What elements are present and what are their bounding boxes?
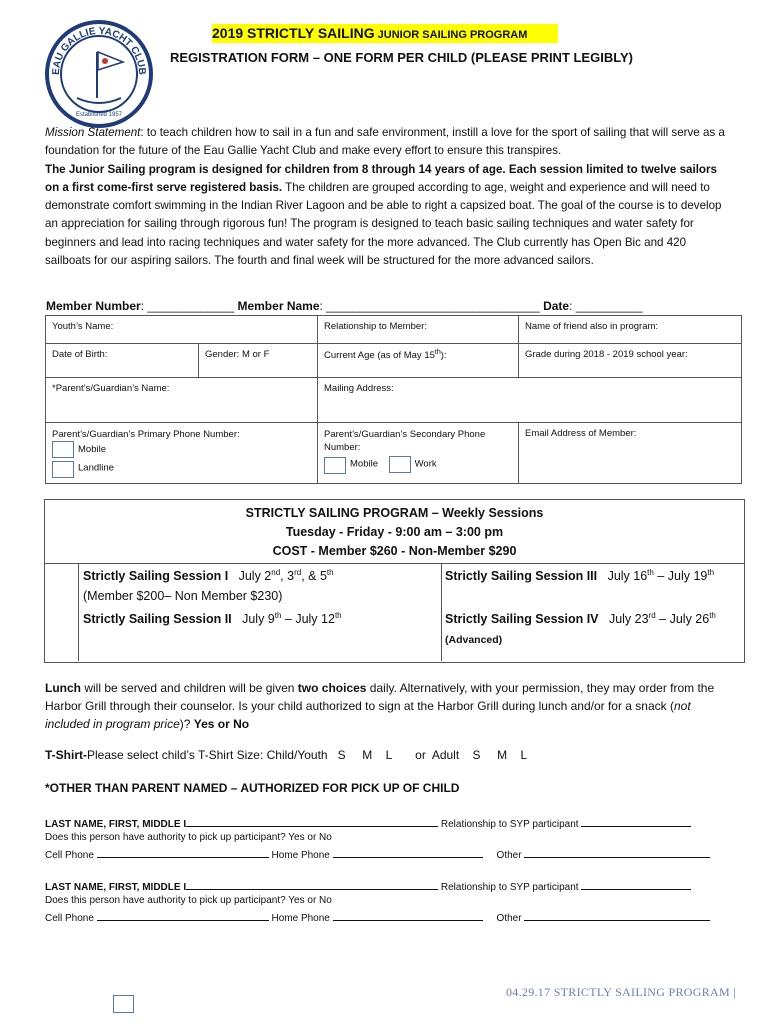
gender-label: Gender: M or F [205, 349, 270, 360]
pickup-2-authority[interactable]: Does this person have authority to pick up participant? Yes or No [45, 895, 332, 906]
relationship-cell[interactable] [318, 316, 519, 344]
form-title [212, 24, 558, 43]
pickup-1-relationship-label: Relationship to SYP participant [440, 819, 579, 830]
member-number-field[interactable]: : _____________ [140, 299, 235, 313]
page-footer: 04.29.17 STRICTLY SAILING PROGRAM | [506, 985, 736, 999]
member-name-field[interactable]: : ________________________________ [319, 299, 540, 313]
pickup-2-home-field[interactable] [333, 910, 483, 921]
pickup-2-relationship-field[interactable] [581, 879, 691, 890]
grade-label: Grade during 2018 - 2019 school year: [525, 349, 688, 360]
pickup-1-cell-field[interactable] [97, 847, 269, 858]
pickup-2-home-label: Home Phone [271, 913, 330, 924]
tshirt-label: T-Shirt- [45, 748, 87, 762]
session-3-date-a: July 16 [607, 569, 648, 584]
date-label: Date [543, 299, 570, 313]
pickup-1-other-field[interactable] [524, 847, 710, 858]
relationship-label: Relationship to Member: [324, 321, 427, 332]
sessions-title: STRICTLY SAILING PROGRAM – Weekly Sessions [245, 506, 544, 520]
pickup-1-cell-label: Cell Phone [45, 850, 94, 861]
session-3-date-b: – July 19 [653, 569, 708, 584]
lunch-label: Lunch [45, 681, 81, 695]
session-1-date-a: July 2 [238, 569, 272, 584]
session-2-sup-b: th [334, 611, 342, 620]
sessions-cost: COST - Member $260 - Non-Member $290 [272, 544, 517, 558]
title-main: 2019 STRICTLY SAILING [212, 25, 375, 41]
session-3-label: Strictly Sailing Session III [445, 569, 598, 584]
age-cell[interactable] [318, 344, 519, 378]
session-2-sup-a: th [274, 611, 282, 620]
session-4-sup-a: rd [648, 611, 656, 620]
parent-name-label: *Parent’s/Guardian’s Name: [52, 383, 170, 394]
secondary-phone-cell[interactable] [318, 423, 519, 484]
lunch-text-3: )? [179, 717, 194, 731]
footer-box [113, 995, 134, 1013]
lunch-text-1: will be served and children will be given [81, 681, 298, 695]
mission-statement [45, 124, 727, 270]
session-3-sup-a: th [647, 568, 654, 577]
session-4-date-a: July 23 [608, 612, 649, 627]
logo-text: EAU GALLIE YACHT CLUB [50, 25, 148, 76]
session-1-price: (Member $200– Non Member $230) [83, 589, 283, 603]
logo-established: Established 1957 [75, 112, 123, 118]
lunch-text-2: daily. Alternatively, with your permission, they may order from the Harbor Grill through their counselor. Is your child authorized to sign at the Harbor Grill during lunch and/or for a snack ( [45, 681, 715, 713]
email-label: Email Address of Member: [525, 428, 637, 439]
pickup-2-name-field[interactable] [186, 879, 438, 890]
session-2-date-b: – July 12 [281, 612, 335, 627]
session-2-date-a: July 9 [242, 612, 275, 627]
lunch-paragraph [45, 679, 735, 733]
age-label: Current Age (as of May 15 [324, 350, 435, 362]
tshirt-line[interactable] [45, 746, 527, 764]
session-1-sup-c: th [326, 568, 334, 577]
pickup-1-other-label: Other [496, 850, 522, 861]
mailing-label: Mailing Address: [324, 383, 394, 394]
date-field[interactable]: : __________ [569, 299, 643, 313]
pickup-1-name-label: LAST NAME, FIRST, MIDDLE I [45, 819, 187, 830]
parent-name-cell[interactable] [46, 378, 318, 423]
form-subtitle: REGISTRATION FORM – ONE FORM PER CHILD (PLEASE PRINT LEGIBLY) [170, 50, 633, 65]
session-2[interactable] [83, 611, 342, 626]
registration-info-table [45, 315, 742, 484]
mission-label: Mission Statement [45, 126, 141, 139]
sessions-box [44, 499, 745, 663]
lunch-yes-no[interactable]: Yes or No [193, 717, 250, 731]
pickup-1-name-row[interactable] [45, 816, 691, 830]
grade-cell[interactable] [519, 344, 742, 378]
session-1[interactable] [83, 568, 334, 583]
pickup-heading: *OTHER THAN PARENT NAMED – AUTHORIZED FOR PICK UP OF CHILD [45, 781, 460, 795]
friend-label: Name of friend also in program: [525, 321, 659, 332]
member-name-label: Member Name [237, 299, 320, 313]
primary-phone-label: Parent’s/Guardian’s Primary Phone Number: [52, 429, 240, 440]
title-sub: JUNIOR SAILING PROGRAM [374, 29, 528, 41]
landline-checkbox[interactable] [52, 461, 74, 478]
pickup-2-cell-field[interactable] [97, 910, 269, 921]
pickup-2-other-field[interactable] [524, 910, 710, 921]
pickup-1-home-label: Home Phone [271, 850, 330, 861]
age-sup: th [434, 349, 441, 356]
dob-cell[interactable] [46, 344, 199, 378]
mission-text-1: : to teach children how to sail in a fun and safe environment, instill a love for the sport of sailing that will serve as a foundation for the future of the Eau Gallie Yacht Club and make every effort to ensure this transpires. [45, 126, 725, 158]
work-checkbox[interactable] [389, 456, 411, 473]
landline-label: Landline [78, 462, 114, 474]
mobile2-label: Mobile [350, 458, 378, 470]
pickup-2-other-label: Other [496, 913, 522, 924]
member-number-label: Member Number [46, 299, 141, 313]
mobile2-checkbox[interactable] [324, 457, 346, 474]
session-3[interactable] [445, 568, 714, 583]
mailing-cell[interactable] [318, 378, 742, 423]
session-1-label: Strictly Sailing Session I [83, 569, 229, 584]
session-4-note: (Advanced) [445, 634, 503, 646]
mission-bold: The Junior Sailing program is designed for children from 8 through 14 years of age. Each session limited to twelve sailors on a first come-first serve registered basis. [45, 162, 717, 194]
member-line [46, 299, 643, 313]
tshirt-sizes: Please select child’s T-Shirt Size: Child/Youth S M L or Adult S M L [87, 748, 528, 762]
pickup-1-name-field[interactable] [186, 816, 438, 827]
email-cell[interactable] [519, 423, 742, 484]
lunch-italic: not included in program price [45, 699, 691, 731]
youth-name-cell[interactable] [46, 316, 318, 344]
sessions-header [45, 500, 744, 564]
session-4-date-b: – July 26 [655, 612, 710, 627]
lunch-bold: two choices [297, 681, 367, 695]
session-2-label: Strictly Sailing Session II [83, 612, 232, 627]
mobile-checkbox[interactable] [52, 441, 74, 458]
yacht-club-logo [43, 18, 155, 130]
pickup-2-cell-label: Cell Phone [45, 913, 94, 924]
pickup-1-phone-row[interactable] [45, 847, 710, 861]
session-4-sup-b: th [709, 611, 716, 620]
friend-cell[interactable] [519, 316, 742, 344]
pickup-2-name-label: LAST NAME, FIRST, MIDDLE I [45, 882, 187, 893]
pickup-1-authority[interactable]: Does this person have authority to pick up participant? Yes or No [45, 832, 332, 843]
mobile-label: Mobile [78, 444, 106, 456]
pickup-2-relationship-label: Relationship to SYP participant [440, 882, 579, 893]
work-label: Work [414, 458, 437, 470]
sessions-schedule: Tuesday - Friday - 9:00 am – 3:00 pm [285, 525, 504, 539]
secondary-phone-label: Parent’s/Guardian’s Secondary Phone Number: [324, 429, 486, 453]
session-4-label: Strictly Sailing Session IV [445, 612, 599, 627]
gender-cell[interactable] [199, 344, 318, 378]
youth-name-label: Youth’s Name: [52, 321, 114, 332]
session-3-sup-b: th [707, 568, 715, 577]
primary-phone-cell[interactable] [46, 423, 318, 484]
mission-text-2: The children are grouped according to age, weight and experience and will need to demonstrate comfort swimming in the Indian River Lagoon and be able to right a capsized boat. The goal of the course is to develop an appreciation for sailing through rigorous fun! The program is designed to teach basic sailing techniques and water safety for beginners and lead into racing techniques and water safety for the more advanced. The Club currently has Open Bic and 420 sailboats for our aspiring sailors. The fourth and final week will be structured for the more advanced sailors. [45, 180, 722, 268]
pickup-2-name-row[interactable] [45, 879, 691, 893]
pickup-1-relationship-field[interactable] [581, 816, 691, 827]
dob-label: Date of Birth: [52, 349, 108, 360]
age-label-end: ): [440, 350, 447, 362]
session-1-sup-a: nd [271, 568, 281, 577]
session-1-sup-b: rd [294, 568, 302, 577]
pickup-1-home-field[interactable] [333, 847, 483, 858]
session-4[interactable] [445, 611, 716, 626]
session-1-date-c: , & 5 [301, 569, 327, 584]
pickup-2-phone-row[interactable] [45, 910, 710, 924]
session-1-date-b: , 3 [280, 569, 295, 584]
